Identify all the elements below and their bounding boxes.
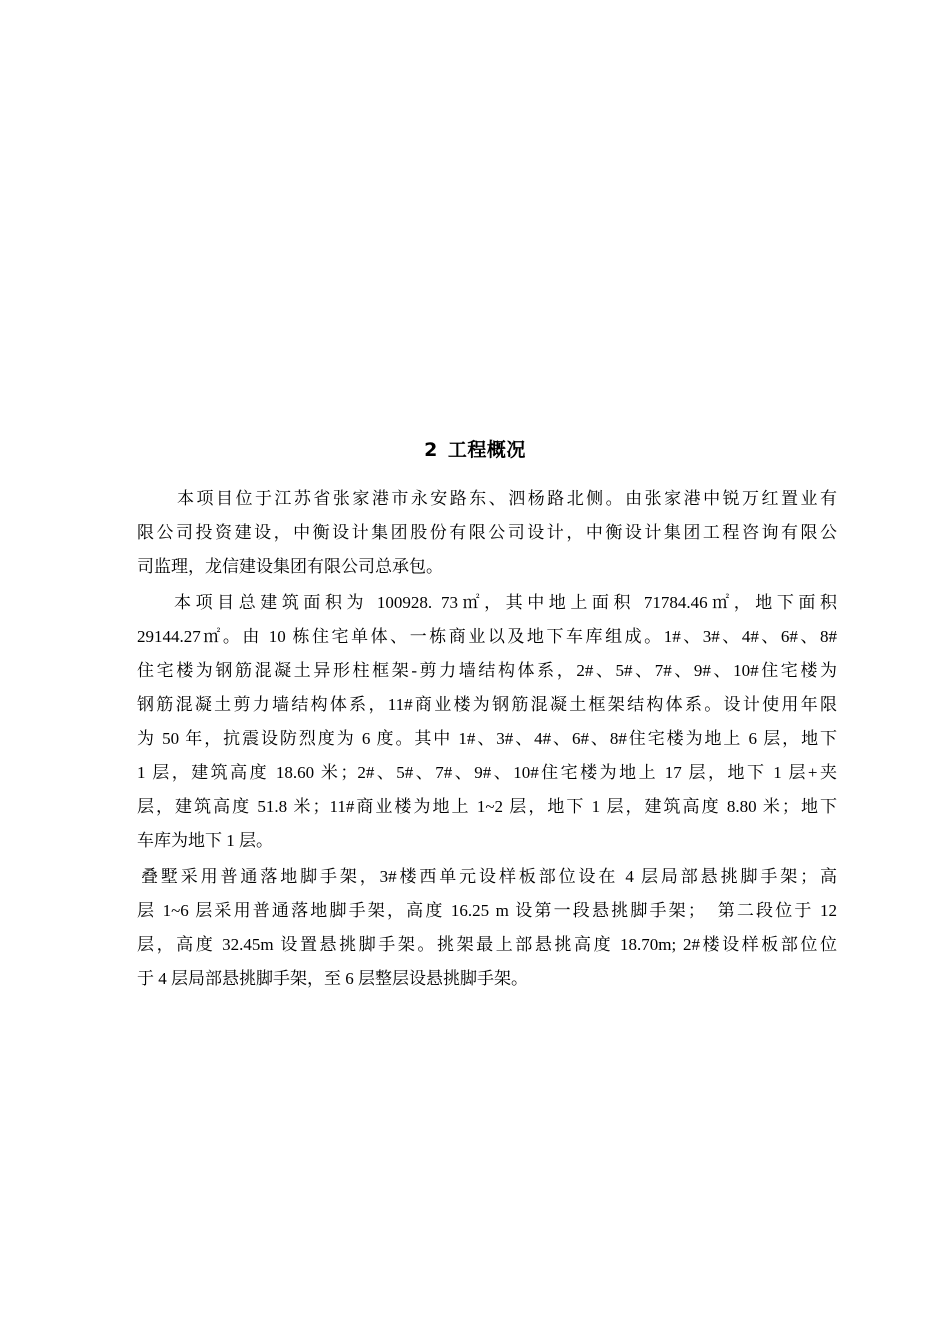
section-heading	[0, 436, 950, 464]
text-line: 29144.27㎡。由 10 栋住宅单体、一栋商业以及地下车库组成。1#、3#、4#、6#、8#	[137, 627, 837, 646]
text-line: 钢筋混凝土剪力墙结构体系，11#商业楼为钢筋混凝土框架结构体系。设计使用年限	[137, 695, 837, 714]
section-number: 2	[424, 439, 438, 461]
text-line: 车库为地下 1 层。	[137, 831, 273, 850]
text-line: 层 1~6 层采用普通落地脚手架，高度 16.25 m 设第一段悬挑脚手架； 第二段位于 12	[137, 901, 837, 920]
body-text	[137, 482, 837, 996]
text-line: 叠墅采用普通落地脚手架，3#楼西单元设样板部位设在 4 层局部悬挑脚手架；高	[141, 867, 837, 886]
text-line: 1 层，建筑高度 18.60 米；2#、5#、7#、9#、10#住宅楼为地上 17 层，地下 1 层+夹	[137, 763, 837, 782]
text-line: 为 50 年，抗震设防烈度为 6 度。其中 1#、3#、4#、6#、8#住宅楼为地上 6 层，地下	[137, 729, 837, 748]
paragraph-scaffolding	[137, 860, 837, 996]
text-line: 本项目位于江苏省张家港市永安路东、泗杨路北侧。由张家港中锐万红置业有	[177, 489, 837, 508]
text-line: 层，建筑高度 51.8 米；11#商业楼为地上 1~2 层，地下 1 层，建筑高度 8.80 米；地下	[137, 797, 837, 816]
text-line: 本项目总建筑面积为 100928. 73㎡，其中地上面积 71784.46㎡，地下面积	[174, 593, 837, 612]
text-line: 于 4 层局部悬挑脚手架，至 6 层整层设悬挑脚手架。	[137, 969, 528, 988]
text-line: 住宅楼为钢筋混凝土异形柱框架-剪力墙结构体系，2#、5#、7#、9#、10#住宅楼为	[137, 661, 837, 680]
text-line: 司监理，龙信建设集团有限公司总承包。	[137, 557, 443, 576]
text-line: 限公司投资建设，中衡设计集团股份有限公司设计，中衡设计集团工程咨询有限公	[137, 523, 837, 542]
paragraph-building-area	[137, 586, 837, 858]
paragraph-project-location	[137, 482, 837, 584]
section-title: 工程概况	[447, 439, 526, 461]
text-line: 层，高度 32.45m 设置悬挑脚手架。挑架最上部悬挑高度 18.70m; 2#楼设样板部位位	[137, 935, 837, 954]
